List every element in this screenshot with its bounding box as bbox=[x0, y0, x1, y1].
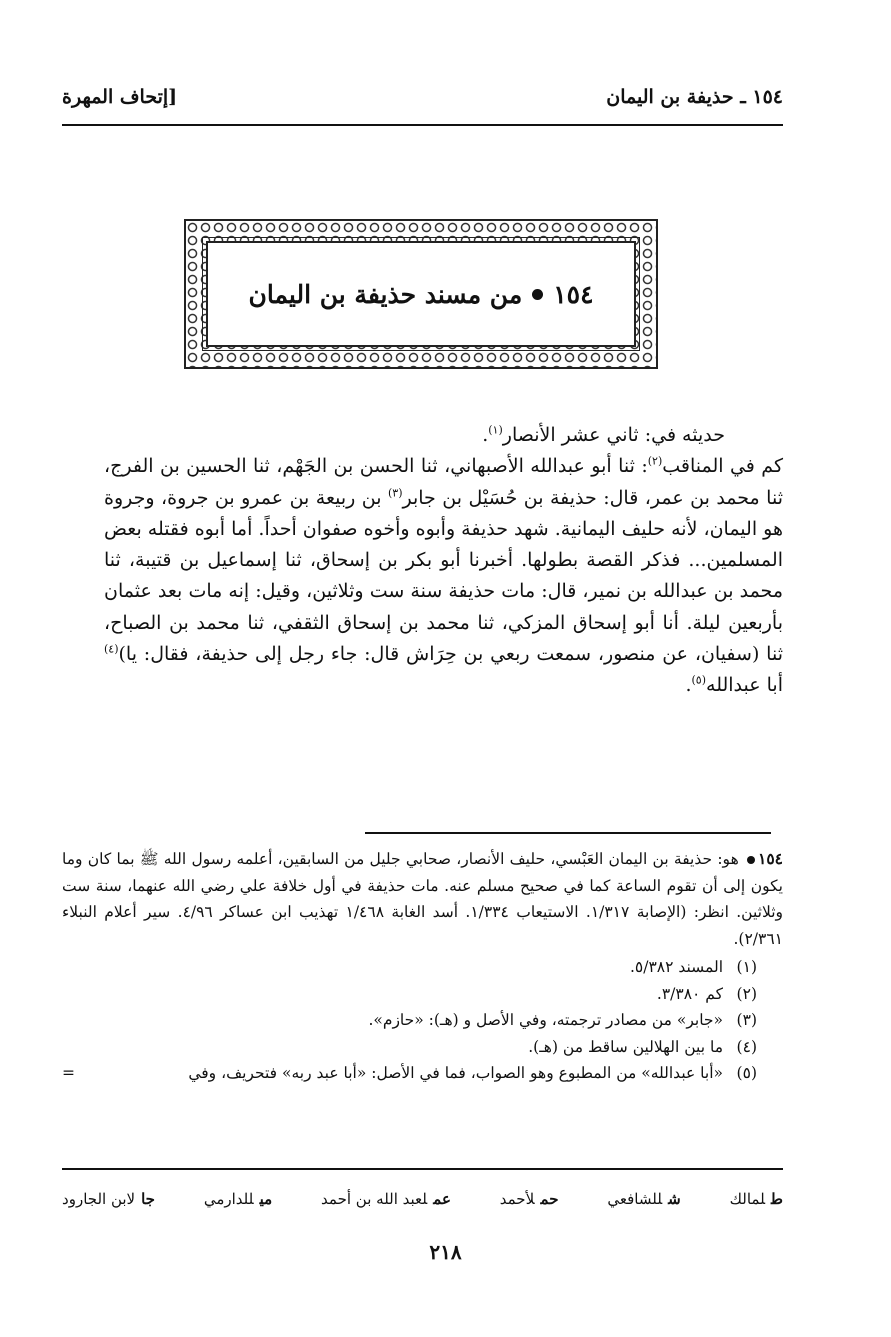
abbreviation-item bbox=[204, 1190, 272, 1208]
abbreviation-item bbox=[607, 1190, 680, 1208]
footnote-item bbox=[62, 954, 783, 981]
paragraph-2 bbox=[104, 451, 783, 701]
footnote-separator bbox=[365, 832, 771, 834]
footnote-ref-5: (٥) bbox=[691, 674, 707, 688]
abbr-code: عم bbox=[433, 1190, 451, 1208]
p2-text-b: : ثنا أبو عبدالله الأصبهاني، ثنا الحسن بن الجَهْم، ثنا الحسين بن الفرج، ثنا محمد بن عمر، قال: حذيفة بن حُسَيْل بن جابر bbox=[104, 455, 783, 509]
paragraph-1 bbox=[104, 420, 783, 451]
footnote-text: «جابر» من مصادر ترجمته، وفي الأصل و (هـ): «حازم». bbox=[368, 1011, 723, 1029]
abbr-name: لأحمد bbox=[499, 1190, 535, 1208]
footnote-item bbox=[62, 1034, 783, 1061]
footnote-text: كم ٣/٣٨٠. bbox=[656, 984, 723, 1003]
footnotes bbox=[62, 846, 783, 1087]
abbr-code: مي bbox=[259, 1190, 273, 1208]
abbreviation-item bbox=[321, 1190, 451, 1208]
abbr-code: جا bbox=[141, 1190, 155, 1208]
abbr-code: ش bbox=[668, 1190, 681, 1208]
footnote-ref-2: (٢) bbox=[647, 454, 663, 468]
footnote-ref-1: (١) bbox=[488, 423, 503, 437]
main-text bbox=[104, 420, 783, 702]
p1-end: . bbox=[482, 424, 489, 446]
p2-end: . bbox=[685, 674, 692, 697]
p1-text: حديثه في: ثاني عشر الأنصار bbox=[502, 424, 725, 446]
footnote-number: (٢) bbox=[736, 984, 757, 1003]
running-header bbox=[62, 82, 783, 112]
bullet-dot-icon bbox=[532, 289, 543, 300]
abbr-name: للشافعي bbox=[607, 1190, 663, 1208]
biography-note bbox=[62, 846, 783, 952]
abbr-code: ط bbox=[771, 1190, 783, 1208]
abbreviation-item bbox=[500, 1190, 559, 1208]
bullet-dot-icon bbox=[747, 856, 755, 864]
bio-number: ١٥٤ bbox=[758, 849, 783, 868]
footnote-item bbox=[62, 1007, 783, 1034]
header-chapter-title: ١٥٤ ـ حذيفة بن اليمان bbox=[606, 86, 783, 108]
continuation-mark: = bbox=[62, 1064, 75, 1082]
section-number: ١٥٤ bbox=[553, 279, 594, 309]
footnote-text: ما بين الهلالين ساقط من (هـ). bbox=[528, 1037, 723, 1056]
abbr-name: لمالك bbox=[729, 1190, 766, 1208]
header-book-title: [إتحاف المهرة bbox=[62, 86, 178, 108]
footnote-number: (٣) bbox=[736, 1011, 757, 1029]
abbr-name: للدارمي bbox=[203, 1190, 254, 1208]
footnote-item bbox=[62, 981, 783, 1008]
title-box bbox=[206, 241, 636, 347]
p2-text-a: كم في المناقب bbox=[662, 455, 783, 478]
abbr-code: حم bbox=[540, 1190, 559, 1208]
footnote-ref-4: (٤) bbox=[104, 642, 119, 656]
abbreviation-key bbox=[62, 1186, 783, 1212]
footnote-item bbox=[62, 1060, 783, 1087]
section-title bbox=[249, 280, 594, 309]
footnote-number: (٤) bbox=[736, 1037, 757, 1056]
header-rule bbox=[62, 124, 783, 126]
bio-text: هو: حذيفة بن اليمان العَبْسي، حليف الأنصار، صحابي جليل من السابقين، أعلمه رسول الله ﷺ بما كان وما يكون إلى أن تقوم الساعة كما في صحيح مسلم عنه. مات حذيفة في أول خلافة علي رضي الله عنهما، سنة ست وثلاثين. انظر: (الإصابة ١/٣١٧. الاستيعاب ١/٣٣٤. أسد الغابة ١/٤٦٨ تهذيب ابن عساكر ٤/٩٦. سير أعلام النبلاء ٢/٣٦١). bbox=[62, 850, 784, 948]
section-title-text: من مسند حذيفة بن اليمان bbox=[248, 279, 523, 309]
p2-text-c: بن ربيعة بن عمرو بن جروة، وجروة هو اليمان، لأنه حليف اليمانية. شهد حذيفة وأبوه وأخوه صفوان أحداً. أما أبوه فقتله بعض المسلمين... فذكر القصة بطولها. أخبرنا أبو بكر بن إسحاق، ثنا إسماعيل بن قتيبة، ثنا محمد بن عبدالله بن نمير، قال: مات حذيفة سنة ست وثلاثين، وقيل: إنه مات بعد عثمان بأربعين ليلة. أنا أبو إسحاق المزكي، ثنا محمد بن إسحاق الثقفي، ثنا محمد بن الصباح، ثنا (سفيان، عن منصور، سمعت ربعي بن حِرَاش قال: جاء رجل إلى حذيفة، فقال: يا) bbox=[104, 486, 783, 666]
footnote-text: «أبا عبدالله» من المطبوع وهو الصواب، فما في الأصل: «أبا عبد ربه» فتحريف، وفي bbox=[188, 1064, 723, 1082]
page-number: ٢١٨ bbox=[429, 1240, 462, 1264]
abbreviation-item bbox=[62, 1190, 155, 1208]
abbreviation-rule bbox=[62, 1168, 783, 1170]
footnote-text: المسند ٥/٣٨٢. bbox=[629, 958, 723, 976]
ornamental-title-frame bbox=[184, 219, 658, 369]
footnote-number: (٥) bbox=[736, 1064, 757, 1082]
abbr-name: لعبد الله بن أحمد bbox=[321, 1190, 428, 1208]
footnote-ref-3: (٣) bbox=[387, 486, 403, 500]
abbr-name: لابن الجارود bbox=[62, 1190, 136, 1208]
abbreviation-item bbox=[730, 1190, 783, 1208]
p2-text-d: أبا عبدالله bbox=[706, 674, 783, 697]
footnote-number: (١) bbox=[736, 958, 757, 976]
